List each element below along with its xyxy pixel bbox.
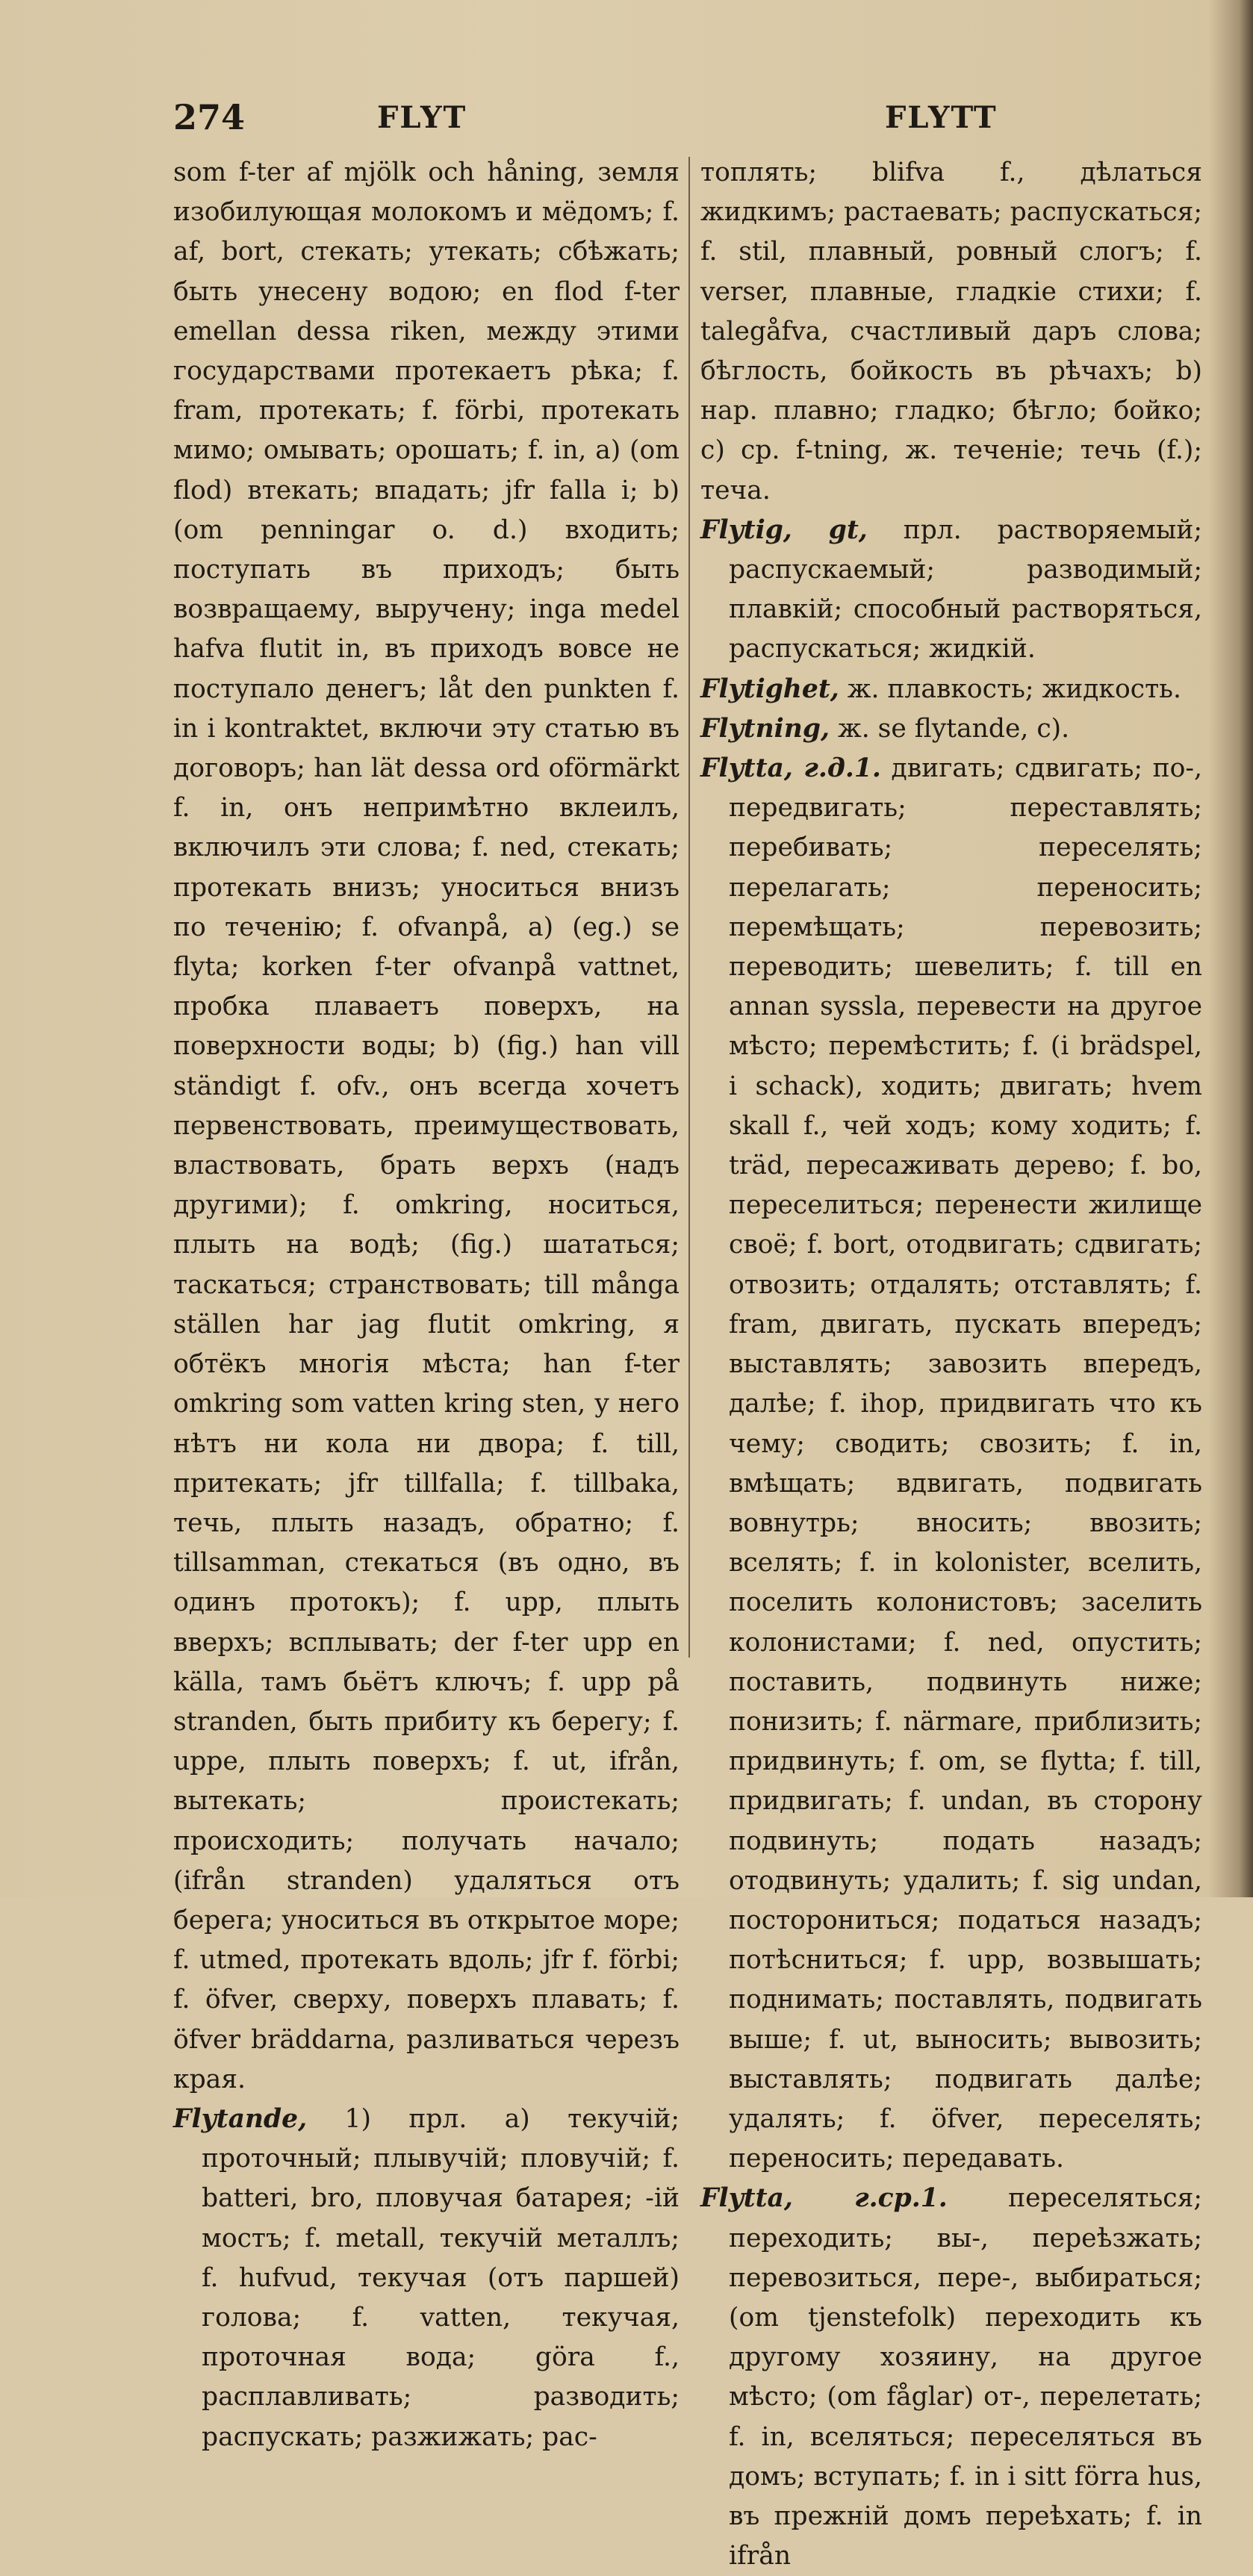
entry-headword: Flytig, gt, — [700, 514, 868, 545]
page-number: 274 — [173, 97, 246, 137]
dictionary-entry — [700, 749, 1202, 2179]
entry-headword: Flytta, г.д.1. — [700, 753, 881, 784]
entry-headword: Flytning, — [700, 713, 830, 744]
page-header — [0, 97, 1253, 149]
entry-headword: Flytighet, — [700, 673, 839, 704]
entry-text: двигать; сдвигать; по-, передвигать; переставлять; перебивать; переселять; перелагать; переносить; перемѣщать; перевозить; переводить; шевелить; f. till en annan syssla, перевести на другое мѣсто; перемѣстить; f. (i brädspel, i schack), ходить; двигать; hvem skall f., чей ходъ; кому ходить; f. träd, пересаживать дерево; f. bo, переселиться; перенести жилище своё; f. bort, отодвигать; сдвигать; отвозить; отдалять; отставлять; f. fram, двигать, пускать впередъ; выставлять; завозить впередъ, далѣе; f. ihop, придвигать что къ чему; сводить; свозить; f. in, вмѣщать; вдвигать, подвигать вовнутрь; вносить; ввозить; вселять; f. in kolonister, вселить, поселить колонистовъ; заселить колонистами; f. ned, опустить; поставить, подвинуть ниже; понизить; f. närmare, приблизить; придвинуть; f. om, se flytta; f. till, придвигать; f. undan, въ сторону подвинуть; подать назадъ; отодвинуть; удалить; f. sig undan, посторониться; податься назадъ; потѣсниться; f. upp, возвышать; поднимать; поставлять, подвигать выше; f. ut, выносить; вывозить; выставлять; подвигать далѣе; удалять; f. öfver, переселять; переносить; передавать. — [729, 753, 1203, 2174]
entry-text: переселяться; переходить; вы-, переѣзжать; перевозиться, пере-, выбираться; (om tjenstefolk) переходить къ другому хозяину, на другое мѣсто; (om fåglar) от-, перелетать; f. in, вселяться; переселяться въ домъ; вступать; f. in i sitt förra hus, въ прежній домъ переѣхать; f. in ifrån — [729, 2183, 1203, 2572]
dictionary-entry — [700, 2179, 1202, 2576]
dictionary-entry — [700, 709, 1202, 749]
entry-text: топлять; blifva f., дѣлаться жидкимъ; растаевать; распускаться; f. stil, плавный, ровный слогъ; f. verser, плавные, гладкіе стихи; f. talegåfva, счастливый даръ слова; бѣглость, бойкость въ рѣчахъ; b) нар. плавно; гладко; бѣгло; бойко; c) ср. f-tning, ж. теченіе; течь (f.); теча. — [700, 158, 1202, 505]
page-edge-shadow — [1208, 0, 1253, 1897]
left-running-head: FLYT — [377, 100, 467, 135]
entry-text: ж. se flytande, c). — [837, 713, 1070, 744]
dictionary-entry — [700, 511, 1202, 670]
right-column — [700, 153, 1203, 2572]
column-divider — [688, 157, 690, 1658]
dictionary-entry — [700, 670, 1202, 709]
entry-text: 1) прл. a) текучій; проточный; плывучій; пловучій; f. batteri, bro, пловучая батарея; -ій мостъ; f. metall, текучій металлъ; f. hufvud, текучая (отъ паршей) голова; f. vatten, текучая, проточная вода; göra f., расплавливать; разводить; распускать; разжижать; рас- — [202, 2103, 680, 2452]
entry-headword: Flytta, г.ср.1. — [700, 2183, 948, 2214]
left-column — [173, 153, 680, 2452]
entry-headword: Flytande, — [173, 2103, 308, 2134]
dictionary-entry — [700, 153, 1202, 511]
entry-text: ж. плавкость; жидкость. — [847, 673, 1181, 704]
right-running-head: FLYTT — [885, 100, 998, 135]
dictionary-entry — [173, 153, 680, 2100]
entry-text: прл. растворяемый; распускаемый; разводимый; плавкій; способный растворяться, распускаться; жидкій. — [729, 514, 1202, 665]
entry-text: som f-ter af mjölk och håning, земля изобилующая молокомъ и мёдомъ; f. af, bort, стекать; утекать; сбѣжать; быть унесену водою; en flod f-ter emellan dessa riken, между этими государствами протекаетъ рѣка; f. fram, протекать; f. förbi, протекать мимо; омывать; орошать; f. in, a) (om flod) втекать; впадать; jfr falla i; b) (om penningar o. d.) входить; поступать въ приходъ; быть возвращаему, выручену; inga medel hafva flutit in, въ приходъ вовсе не поступало денегъ; låt den punkten f. in i kontraktet, включи эту статью въ договоръ; han lät dessa ord oförmärkt f. in, онъ непримѣтно вклеилъ, включилъ эти слова; f. ned, стекать; протекать внизъ; уноситься внизъ по теченію; f. ofvanpå, a) (eg.) se flyta; korken f-ter ofvanpå vattnet, пробка плаваетъ поверхъ, на поверхности воды; b) (fig.) han vill ständigt f. ofv., онъ всегда хочетъ первенствовать, преимуществовать, властвовать, брать верхъ (надъ другими); f. omkring, носиться, плыть на водѣ; (fig.) шататься; таскаться; странствовать; till många ställen har jag flutit omkring, я обтёкъ многія мѣста; han f-ter omkring som vatten kring sten, у него нѣтъ ни кола ни двора; f. till, притекать; jfr tillfalla; f. tillbaka, течь, плыть назадъ, обратно; f. tillsamman, стекаться (въ одно, въ одинъ протокъ); f. upp, плыть вверхъ; всплывать; der f-ter upp en källa, тамъ бьётъ ключъ; f. upp på stranden, быть прибиту къ берегу; f. uppe, плыть поверхъ; f. ut, ifrån, вытекать; проистекать; происходить; получать начало; (ifrån stranden) удаляться отъ берега; уноситься въ открытое море; f. utmed, протекать вдоль; jfr f. förbi; f. öfver, сверху, поверхъ плавать; f. öfver bräddarna, разливаться черезъ края. — [173, 158, 680, 2094]
dictionary-entry — [173, 2100, 680, 2457]
